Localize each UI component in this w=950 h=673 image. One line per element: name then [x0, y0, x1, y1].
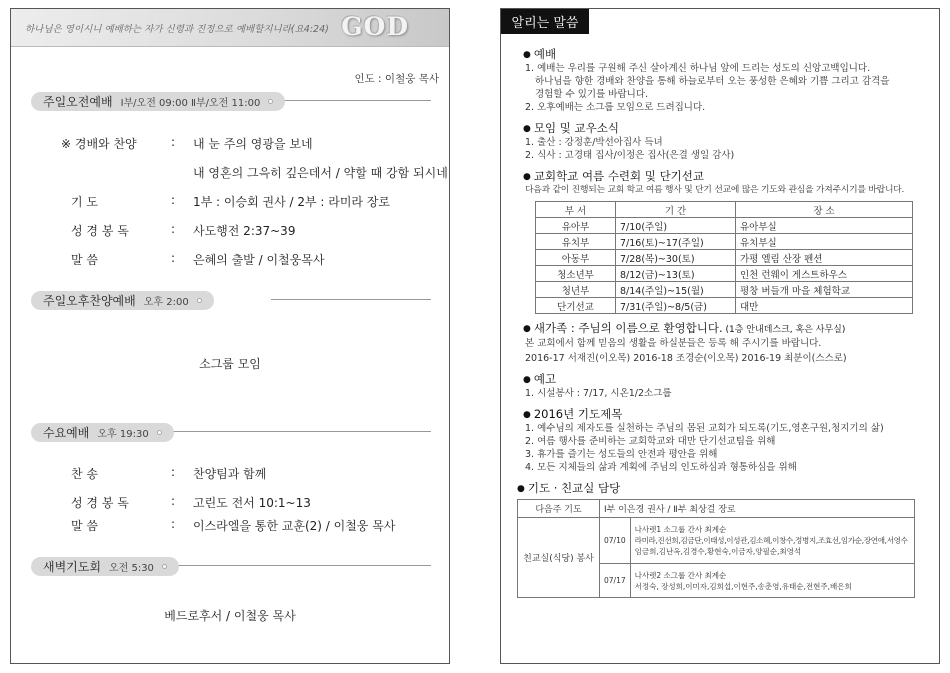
leader-text: 인도 : 이철웅 목사	[354, 73, 439, 85]
row-value: 1부 : 이승회 권사 / 2부 : 라미라 장로	[193, 195, 391, 209]
section-times: Ⅰ부/오전 09:00 Ⅱ부/오전 11:00	[120, 98, 261, 109]
row-label: 성 경 봉 독	[71, 496, 129, 510]
divider-line	[166, 565, 431, 566]
section-pill	[31, 557, 179, 576]
kitchen-label: 친교실(식당) 봉사	[518, 518, 600, 598]
section-title: 주일오전예배	[43, 95, 113, 109]
camp-dept: 청소년부	[536, 266, 616, 282]
worship-line: 2. 오후예배는 소그룹 모임으로 드려집니다.	[525, 102, 706, 113]
duty-line: 임금희,김난옥,김경수,황현숙,이금자,양필순,최영석	[634, 547, 802, 556]
camp-period: 7/31(주일)~8/5(금)	[616, 298, 736, 314]
preview-line: 1. 시설봉사 : 7/17, 시온1/2소그룹	[525, 388, 672, 399]
row-label: 기 도	[71, 195, 98, 209]
divider-line	[281, 100, 431, 101]
next-week-label: 다음주 기도	[518, 500, 600, 518]
worship-line: 1. 예배는 우리를 구원해 주신 살아계신 하나님 앞에 드리는 성도의 신앙고백입니다.	[525, 63, 871, 74]
newcomer-heading-note: (1층 안내데스크, 혹은 사무실)	[722, 325, 846, 335]
duty-line: 나사렛2 소그룹 간사 최계순	[634, 570, 727, 580]
section-header-sunday-morning	[31, 92, 431, 108]
duty-line: 서정숙, 장성희,이미자,김희섭,이현주,송춘영,유태순,전현주,배은희	[634, 581, 852, 591]
worship-heading: ● 예배	[523, 47, 923, 62]
newcomer-line: 2016-17 서재진(이오목) 2016-18 조경순(이오목) 2016-19 최분이(스스로)	[525, 353, 847, 364]
row-colon: :	[171, 494, 176, 508]
row-value: 내 눈 주의 영광을 보네	[193, 137, 313, 151]
row-value: 사도행전 2:37~39	[193, 224, 296, 238]
prayer-topic-line: 4. 모든 지체들의 삶과 계획에 주님의 인도하심과 형통하심을 위해	[525, 462, 797, 473]
prayer-duty-table	[517, 499, 915, 598]
prayer-duty-heading: ● 기도 · 친교실 담당	[517, 481, 923, 496]
camp-col-header: 부 서	[536, 202, 616, 218]
camp-period: 7/16(토)~17(주일)	[616, 234, 736, 250]
camp-period: 7/10(주일)	[616, 218, 736, 234]
camp-header-row	[536, 202, 913, 218]
worship-line: 경험할 수 있기를 바랍니다.	[535, 89, 649, 100]
row-colon: :	[171, 222, 176, 236]
table-row	[536, 266, 913, 282]
pill-dot-icon	[162, 564, 167, 569]
table-row	[536, 250, 913, 266]
divider-line	[161, 431, 431, 432]
section-header-wednesday	[31, 423, 431, 439]
section-header-dawn	[31, 557, 431, 573]
prayer-topic-line: 2. 여름 행사를 준비하는 교회학교와 대만 단기선교팀을 위해	[525, 436, 776, 447]
row-colon: :	[171, 251, 176, 265]
section-times: 오후 19:30	[97, 429, 149, 440]
section-title: 수요예배	[43, 426, 90, 440]
camp-dept: 청년부	[536, 282, 616, 298]
table-row	[536, 218, 913, 234]
preview-heading: ● 예고	[523, 372, 923, 387]
duty-date: 07/10	[600, 518, 631, 564]
pill-dot-icon	[157, 430, 162, 435]
worship-order-page	[10, 8, 450, 664]
row-colon: :	[171, 517, 176, 531]
header-banner	[11, 9, 449, 47]
newcomer-line: 본 교회에서 함께 믿음의 생활을 하실분들은 등록 해 주시기를 바랍니다.	[525, 338, 822, 349]
dawn-body: 베드로후서 / 이철웅 목사	[164, 609, 296, 623]
row-colon: :	[171, 465, 176, 479]
section-title: 새벽기도회	[43, 560, 101, 574]
row-colon: :	[171, 193, 176, 207]
camp-col-header: 장 소	[736, 202, 913, 218]
row-value: 찬양팀과 함께	[193, 467, 267, 481]
row-value: 고린도 전서 10:1~13	[193, 496, 311, 510]
duty-members	[630, 564, 914, 598]
camp-intro: 다음과 같이 진행되는 교회 학교 여름 행사 및 단기 선교에 많은 기도와 관심을 가져주시기를 바랍니다.	[525, 185, 905, 195]
row-colon: :	[171, 135, 176, 149]
row-label: ※ 경배와 찬양	[61, 137, 137, 151]
camp-dept: 아동부	[536, 250, 616, 266]
announcements-content	[523, 47, 923, 598]
row-label: 말 씀	[71, 253, 98, 267]
row-value: 은혜의 출발 / 이철웅목사	[193, 253, 325, 267]
section-pill	[31, 423, 174, 442]
announcements-page	[500, 8, 940, 664]
newcomer-heading	[523, 321, 923, 337]
announcements-tab: 알리는 말씀	[501, 9, 589, 34]
camp-period: 8/12(금)~13(토)	[616, 266, 736, 282]
camp-dept: 유아부	[536, 218, 616, 234]
row-label: 찬 송	[71, 467, 98, 481]
next-week-value: Ⅰ부 이은경 권사 / Ⅱ부 최상걸 장로	[600, 500, 915, 518]
meeting-heading: ● 모임 및 교우소식	[523, 121, 923, 136]
section-times: 오후 2:00	[143, 297, 189, 308]
section-times: 오전 5:30	[108, 563, 154, 574]
camp-col-header: 기 간	[616, 202, 736, 218]
worship-line: 하나님을 향한 경배와 찬양을 통해 하늘로부터 오는 풍성한 은혜와 기쁨 그리고 감격을	[535, 76, 890, 87]
row-value: 내 영혼의 그윽히 깊은데서 / 약할 때 강함 되시네	[193, 166, 448, 180]
section-pill	[31, 92, 285, 111]
duty-members	[630, 518, 914, 564]
pill-dot-icon	[268, 99, 273, 104]
camp-dept: 유치부	[536, 234, 616, 250]
afternoon-body: 소그룹 모임	[199, 357, 261, 371]
section-title: 주일오후찬양예배	[43, 294, 136, 308]
camp-table	[535, 201, 913, 314]
god-logo: GOD	[341, 12, 409, 41]
table-row	[518, 500, 915, 518]
camp-place: 유치부실	[736, 234, 913, 250]
table-row	[536, 234, 913, 250]
newcomer-heading-text: 새가족 : 주님의 이름으로 환영합니다.	[533, 321, 723, 335]
banner-verse: 하나님은 영이시니 예배하는 자가 신령과 진정으로 예배할지니라(요4:24)	[25, 24, 329, 35]
table-row	[536, 282, 913, 298]
duty-line: 나사렛1 소그룹 간사 최계순	[634, 525, 727, 534]
camp-place: 가평 엘림 산장 펜션	[736, 250, 913, 266]
table-row	[536, 298, 913, 314]
camp-heading: ● 교회학교 여름 수련회 및 단기선교	[523, 169, 923, 184]
row-label: 성 경 봉 독	[71, 224, 129, 238]
camp-place: 유아부실	[736, 218, 913, 234]
camp-place: 대만	[736, 298, 913, 314]
camp-place: 평창 버들개 마을 체험학교	[736, 282, 913, 298]
camp-period: 7/28(목)~30(토)	[616, 250, 736, 266]
table-row	[518, 518, 915, 564]
prayer-topic-line: 3. 휴가를 즐기는 성도들의 안전과 평안을 위해	[525, 449, 718, 460]
meeting-line: 2. 식사 : 고경태 집사/이정은 집사(은결 생일 감사)	[525, 150, 735, 161]
divider-line	[271, 299, 431, 300]
section-pill	[31, 291, 214, 310]
row-value: 이스라엘을 통한 교훈(2) / 이철웅 목사	[193, 519, 396, 533]
prayer-topics-heading: ● 2016년 기도제목	[523, 407, 923, 422]
row-label: 말 씀	[71, 519, 98, 533]
camp-period: 8/14(주일)~15(월)	[616, 282, 736, 298]
meeting-line: 1. 출산 : 강정훈/박선아집사 득녀	[525, 137, 663, 148]
camp-dept: 단기선교	[536, 298, 616, 314]
duty-date: 07/17	[600, 564, 631, 598]
section-header-sunday-afternoon	[31, 291, 431, 307]
prayer-topic-line: 1. 예수님의 제자도를 실천하는 주님의 몸된 교회가 되도록(기도,영혼구원,청지기의 삶)	[525, 423, 884, 434]
camp-place: 인천 런웨이 게스트하우스	[736, 266, 913, 282]
duty-line: 라미라,진선희,김금단,이태성,이성관,김소혜,이창수,정병지,조효선,임가순,장연애,서영수	[634, 536, 908, 545]
pill-dot-icon	[197, 298, 202, 303]
